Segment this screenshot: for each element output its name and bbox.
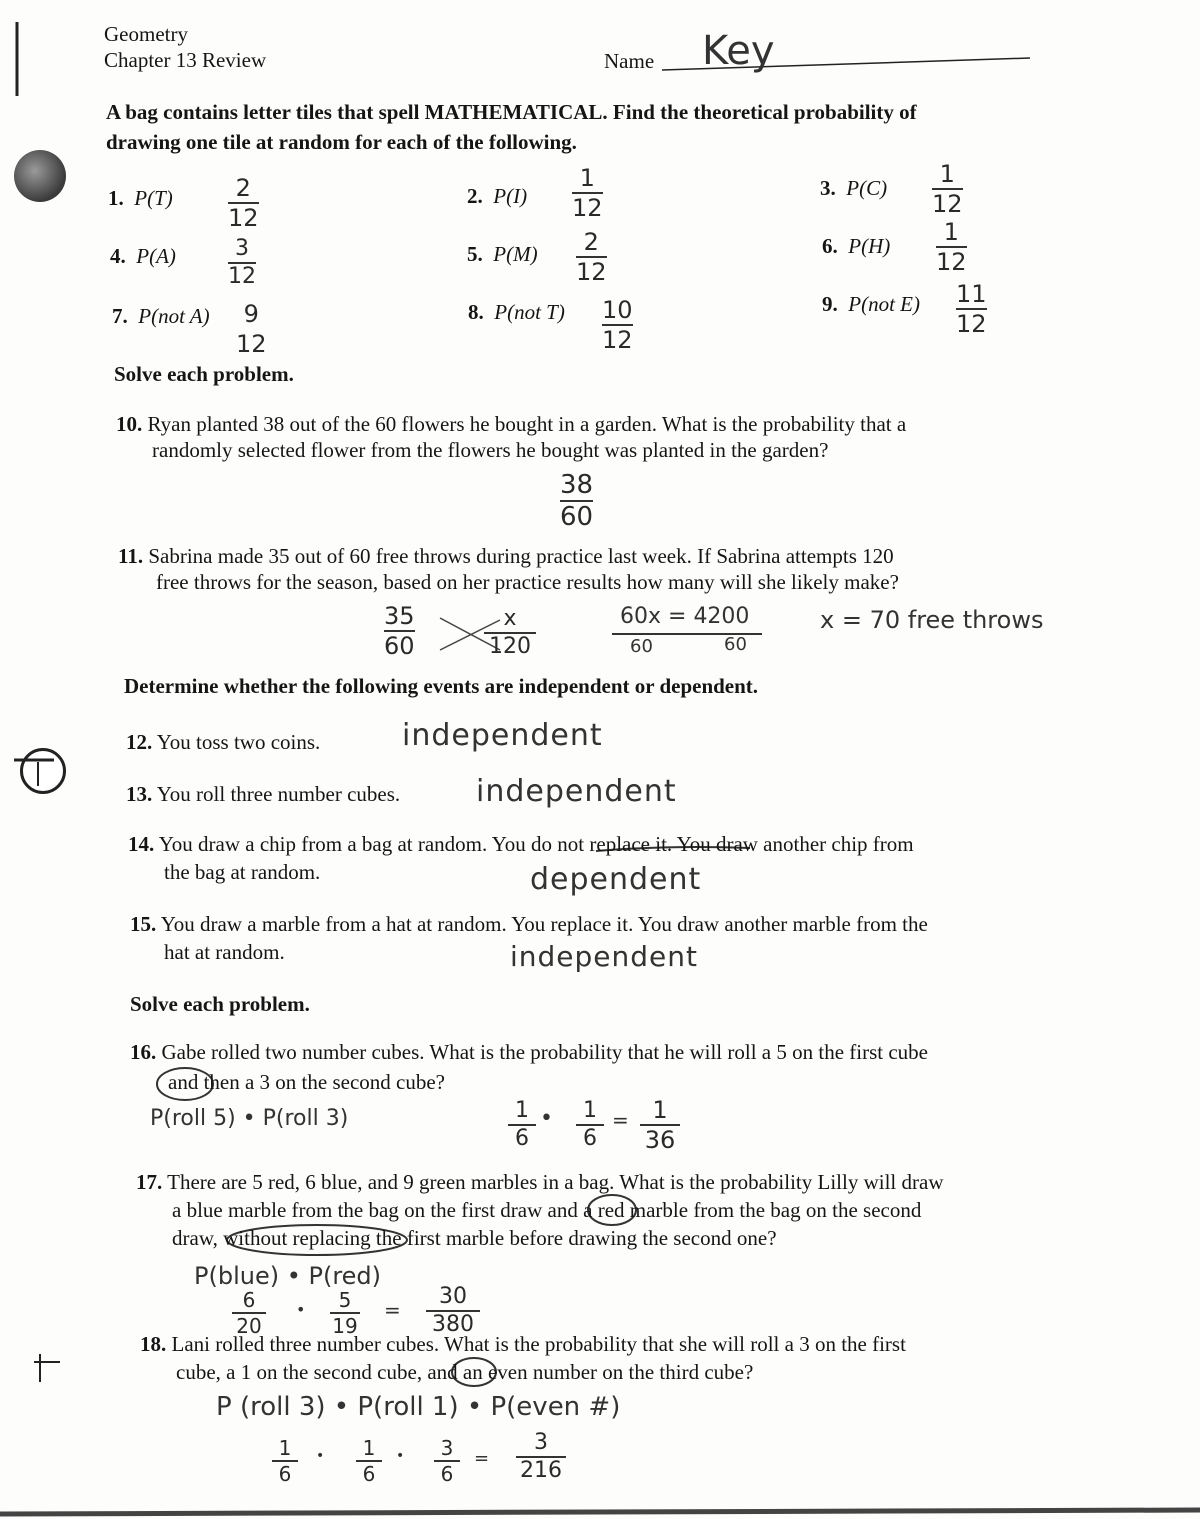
q17-work: P(blue) • P(red) (194, 1262, 382, 1290)
q11-answer: x = 70 free throws (820, 606, 1044, 634)
q10-line2: randomly selected flower from the flowers he bought was planted in the garden? (152, 438, 829, 462)
q13-answer: independent (476, 774, 677, 809)
q16-line1: 16. Gabe rolled two number cubes. What is the probability that he will roll a 5 on the first cube (130, 1040, 928, 1064)
q17-circled-and: and (547, 1198, 578, 1222)
answer-9: 11 12 (956, 280, 987, 338)
q11-line2: free throws for the season, based on her practice results how many will she likely make? (156, 570, 899, 594)
q17-line2: a blue marble from the bag on the first draw and a red marble from the bag on the second (172, 1198, 922, 1222)
q18-line2: cube, a 1 on the second cube, and an even number on the third cube? (176, 1360, 754, 1384)
q18-dot-2: • (396, 1448, 405, 1464)
section1-instructions-line2: drawing one tile at random for each of the following. (106, 130, 577, 154)
q18-fraction-answer: 3 216 (516, 1432, 566, 1482)
q18-fraction-2: 1 6 (356, 1438, 382, 1484)
answer-8: 10 12 (602, 296, 633, 354)
q18-dot-1: • (316, 1448, 325, 1464)
q11-divisor-right: 60 (724, 634, 747, 655)
item-8: 8. P(not T) (468, 300, 565, 324)
q11-divisor-left: 60 (630, 636, 653, 657)
q16-work: P(roll 5) • P(roll 3) (150, 1106, 349, 1131)
q12-text: 12. You toss two coins. (126, 730, 321, 754)
q17-line1: 17. There are 5 red, 6 blue, and 9 green marbles in a bag. What is the probability Lilly will draw (136, 1170, 944, 1194)
answer-2: 1 12 (572, 164, 603, 222)
q17-fraction-2: 5 19 (330, 1290, 360, 1336)
q10-line1: 10. Ryan planted 38 out of the 60 flowers he bought in a garden. What is the probability that a (116, 412, 907, 436)
q15-line2: hat at random. (164, 940, 285, 964)
q12-answer: independent (402, 718, 603, 753)
q15-line1: 15. You draw a marble from a hat at random. You replace it. You draw another marble from the (130, 912, 928, 936)
item-6: 6. P(H) (822, 234, 891, 258)
answer-5: 2 12 (576, 228, 607, 286)
item-9: 9. P(not E) (822, 292, 920, 316)
section2-heading: Solve each problem. (114, 362, 294, 386)
course-title: Geometry (104, 22, 188, 46)
q16-circled-and: and (168, 1070, 199, 1094)
q17-equals: = (384, 1298, 401, 1322)
q17-fraction-answer: 30 380 (426, 1286, 480, 1336)
section3-heading: Determine whether the following events are independent or dependent. (124, 674, 759, 698)
q18-fraction-1: 1 6 (272, 1438, 298, 1484)
item-7: 7. P(not A) (112, 304, 210, 328)
q11-line1: 11. Sabrina made 35 out of 60 free throws during practice last week. If Sabrina attempts 120 (118, 544, 894, 568)
q15-answer: independent (510, 940, 698, 973)
q16-equals: = (612, 1108, 629, 1132)
answer-4: 3 12 (228, 236, 256, 289)
q18-circled-and: and (427, 1360, 458, 1384)
q14-answer: dependent (530, 862, 702, 897)
q17-dot-1: • (296, 1300, 306, 1319)
item-3: 3. P(C) (820, 176, 888, 200)
q16-line2: and then a 3 on the second cube? (168, 1070, 445, 1094)
q18-work: P (roll 3) • P(roll 1) • P(even #) (216, 1392, 621, 1422)
q18-fraction-3: 3 6 (434, 1438, 460, 1484)
q16-dot-1: • (540, 1106, 553, 1131)
q17-fraction-1: 6 20 (232, 1290, 266, 1336)
answer-3: 1 12 (932, 160, 963, 218)
name-value-handwritten: Key (702, 28, 775, 74)
name-label: Name (604, 49, 655, 73)
q16-fraction-answer: 1 36 (640, 1098, 680, 1152)
q18-line1: 18. Lani rolled three number cubes. What is the probability that she will roll a 3 on the first (140, 1332, 906, 1356)
q17-line3: draw, without replacing the first marble before drawing the second one? (172, 1226, 777, 1250)
q18-equals: = (474, 1448, 490, 1469)
answer-1: 2 12 (228, 174, 259, 232)
item-1: 1. P(T) (108, 186, 173, 210)
item-2: 2. P(I) (467, 184, 528, 208)
section4-heading: Solve each problem. (130, 992, 310, 1016)
scan-edge-bottom (0, 1510, 1200, 1514)
q10-answer: 38 60 (560, 470, 594, 532)
q13-text: 13. You roll three number cubes. (126, 782, 401, 806)
item-5: 5. P(M) (467, 242, 538, 266)
q17-circled-without-replacing: without replacing (223, 1226, 371, 1250)
chapter-title: Chapter 13 Review (104, 48, 267, 72)
q16-fraction-2: 1 6 (576, 1100, 604, 1150)
q14-line1: 14. You draw a chip from a bag at random. You do not replace it. You draw another chip from (128, 832, 914, 856)
section1-instructions-line1: A bag contains letter tiles that spell MATHEMATICAL. Find the theoretical probability of (106, 100, 917, 124)
q11-work-equation: 60x = 4200 (620, 604, 750, 629)
q11-work-fraction-2: x 120 (484, 608, 536, 658)
answer-6: 1 12 (936, 218, 967, 276)
answer-7: 9 12 (236, 300, 267, 358)
item-4: 4. P(A) (110, 244, 176, 268)
q11-work-fraction-1: 35 60 (384, 602, 415, 660)
q16-fraction-1: 1 6 (508, 1100, 536, 1150)
q14-line2: the bag at random. (164, 860, 321, 884)
